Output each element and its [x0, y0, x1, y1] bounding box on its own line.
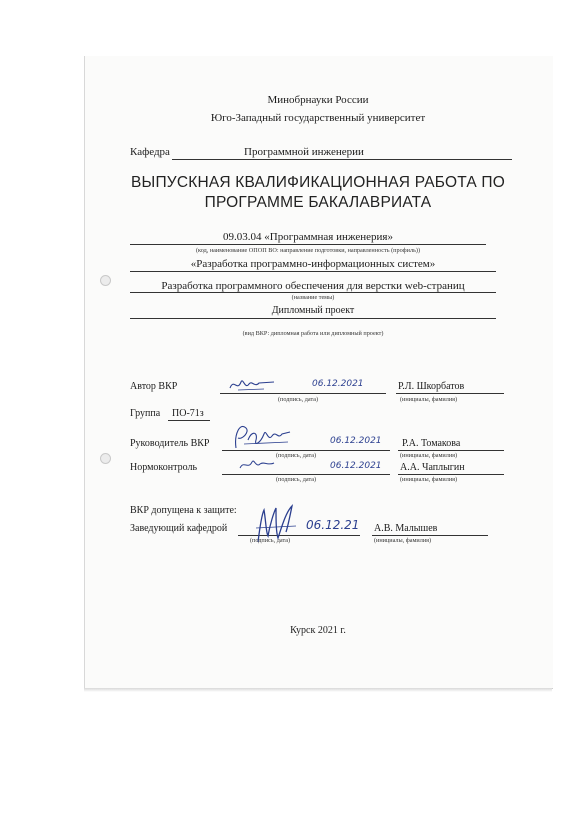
program-underline [130, 244, 486, 245]
topic-value: Разработка программного обеспечения для верстки web-страниц [161, 280, 465, 292]
group-value: ПО-71з [172, 408, 204, 419]
department-label: Кафедра [130, 146, 170, 158]
normcontrol-date: 06.12.2021 [330, 461, 382, 471]
head-date: 06.12.21 [306, 518, 360, 532]
admission-text: ВКР допущена к защите: [130, 505, 237, 516]
work-type-caption: (вид ВКР: дипломная работа или дипломный проект) [242, 330, 384, 337]
author-name-caption: (инициалы, фамилия) [400, 396, 458, 403]
normcontrol-name-caption: (инициалы, фамилия) [400, 476, 458, 483]
normcontrol-name-line [398, 474, 504, 475]
supervisor-sign-caption: (подпись, дата) [276, 452, 317, 459]
supervisor-name-line [398, 450, 504, 451]
profile-underline [130, 271, 496, 272]
ministry-name: Минобрнауки России [267, 94, 369, 106]
topic-caption: (название темы) [291, 294, 335, 301]
author-date: 06.12.2021 [312, 379, 364, 389]
supervisor-signature [230, 420, 296, 454]
department-value: Программной инженерии [244, 146, 364, 158]
author-signature [228, 376, 278, 394]
page-shadow [84, 688, 552, 692]
program-profile: «Разработка программно-информационных систем» [190, 258, 436, 270]
document-title-line2: ПРОГРАММЕ БАКАЛАВРИАТА [204, 194, 432, 211]
department-underline [172, 159, 512, 160]
group-underline [168, 420, 210, 421]
author-sign-caption: (подпись, дата) [278, 396, 319, 403]
work-type-value: Дипломный проект [271, 305, 355, 316]
head-sign-caption: (подпись, дата) [250, 537, 291, 544]
supervisor-name: Р.А. Томакова [402, 438, 461, 449]
head-of-department-label: Заведующий кафедрой [130, 523, 228, 534]
supervisor-name-caption: (инициалы, фамилия) [400, 452, 458, 459]
head-name: А.В. Малышев [374, 523, 438, 534]
author-name: Р.Л. Шкорбатов [398, 381, 465, 392]
normcontrol-label: Нормоконтроль [130, 462, 198, 473]
program-code: 09.03.04 «Программная инженерия» [223, 231, 393, 243]
normcontrol-sign-caption: (подпись, дата) [276, 476, 317, 483]
binder-hole [100, 275, 111, 286]
document-title-line1: ВЫПУСКНАЯ КВАЛИФИКАЦИОННАЯ РАБОТА ПО [130, 174, 505, 191]
head-name-line [372, 535, 488, 536]
group-label: Группа [130, 408, 161, 419]
city-year: Курск 2021 г. [290, 625, 346, 636]
binder-hole [100, 453, 111, 464]
author-label: Автор ВКР [130, 381, 178, 392]
program-caption: (код, наименование ОПОП ВО: направление подготовки, направленность (профиль)) [195, 247, 421, 254]
head-name-caption: (инициалы, фамилия) [374, 537, 432, 544]
author-name-line [396, 393, 504, 394]
normcontrol-signature [238, 456, 278, 474]
university-name: Юго-Западный государственный университет [210, 112, 426, 124]
topic-underline [130, 292, 496, 293]
supervisor-date: 06.12.2021 [330, 436, 382, 446]
supervisor-label: Руководитель ВКР [130, 438, 210, 449]
work-type-underline [130, 318, 496, 319]
normcontrol-sign-line [222, 474, 390, 475]
normcontrol-name: А.А. Чаплыгин [400, 462, 465, 473]
